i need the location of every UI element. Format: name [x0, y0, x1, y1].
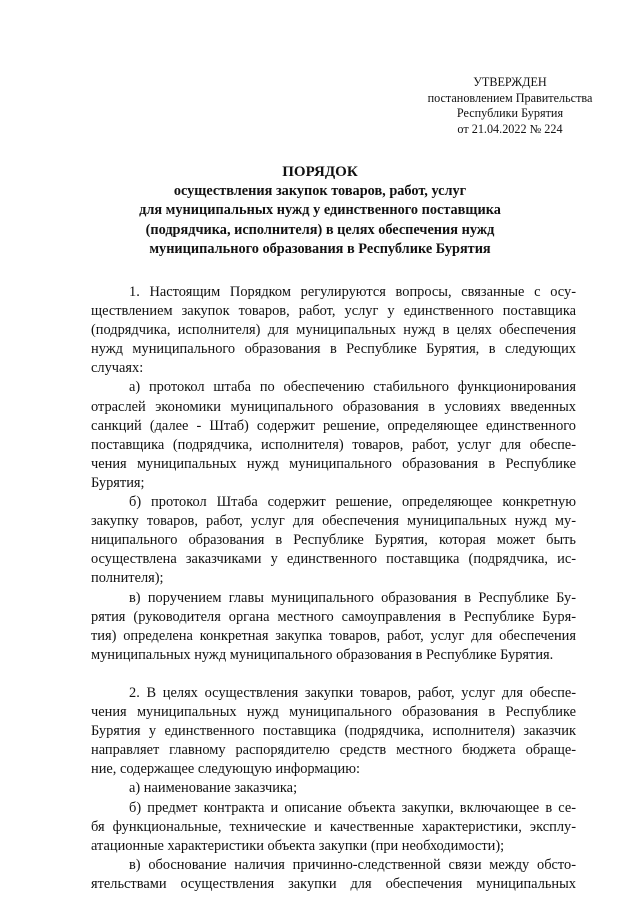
title-line: муниципального образования в Республике Бурятия	[149, 240, 491, 257]
body-line: отраслей экономики муниципального образования в условиях введенных	[91, 398, 576, 415]
title-line: осуществления закупок товаров, работ, услуг	[173, 183, 467, 200]
body-line: ниципального образования в Республике Бурятия, которая может быть	[91, 532, 576, 549]
body-line: муниципальных нужд муниципального образования в Республике Бурятия.	[91, 646, 554, 663]
body-line: направляет главному распорядителю средств местного бюджета обраще-	[91, 742, 576, 759]
body-line: ществлением закупок товаров, работ, услуг у единственного поставщика	[91, 303, 576, 320]
body-line: бя функциональные, технические и качественные характеристики, эксплу-	[91, 818, 576, 835]
body-line: б) протокол Штаба содержит решение, определяющее конкретную	[129, 494, 576, 511]
approval-line: Республики Бурятия	[456, 106, 564, 120]
document-body	[91, 283, 576, 894]
body-line: осуществлена заказчиками у единственного поставщика (подрядчика, ис-	[91, 551, 576, 568]
body-line: Бурятия у единственного поставщика (подрядчика, исполнителя) заказчик	[91, 723, 576, 740]
body-line: нужд муниципального образования в Республике Бурятия, в следующих	[91, 341, 576, 358]
body-line: ние, содержащее следующую информацию:	[91, 761, 360, 778]
body-line: рятия (руководителя органа местного самоуправления в Республике Буря-	[91, 608, 576, 625]
body-line: б) предмет контракта и описание объекта закупки, включающее в се-	[129, 799, 576, 816]
body-line: чения муниципальных нужд муниципального образования в Республике	[91, 455, 576, 472]
body-line: полнителя);	[91, 570, 164, 587]
body-line: 1. Настоящим Порядком регулируются вопросы, связанные с осу-	[129, 284, 576, 300]
body-line: санкций (далее - Штаб) содержит решение, определяющее единственного	[91, 417, 576, 434]
title-line: для муниципальных нужд у единственного поставщика	[139, 202, 501, 219]
title-heading: ПОРЯДОК	[282, 164, 358, 180]
paragraph-gap	[91, 665, 576, 684]
approval-line: УТВЕРЖДЕН	[473, 75, 547, 89]
body-line: закупку товаров, работ, услуг для обеспечения муниципальных нужд му-	[91, 513, 576, 530]
body-line: Бурятия;	[91, 474, 145, 491]
body-line: ятельствами осуществления закупки для обеспечения муниципальных	[91, 875, 576, 892]
body-line: а) наименование заказчика;	[129, 780, 298, 797]
body-line: атационные характеристики объекта закупки (при необходимости);	[91, 837, 505, 854]
approval-line: постановлением Правительства	[427, 90, 593, 105]
title-line: (подрядчика, исполнителя) в целях обеспечения нужд	[145, 221, 495, 238]
body-line: чения муниципальных нужд муниципального образования в Республике	[91, 704, 576, 721]
body-line: случаях:	[91, 360, 144, 377]
body-line: в) поручением главы муниципального образования в Республике Бу-	[129, 589, 576, 606]
body-line: а) протокол штаба по обеспечению стабильного функционирования	[129, 379, 576, 396]
approval-date: от 21.04.2022 № 224	[457, 121, 563, 136]
body-line: 2. В целях осуществления закупки товаров, работ, услуг для обеспе-	[129, 684, 576, 701]
document-title	[90, 163, 550, 259]
body-line: тия) определена конкретная закупка товаров, работ, услуг для обеспечения	[91, 627, 576, 644]
body-line: поставщика (подрядчика, исполнителя) товаров, работ, услуг для обеспе-	[91, 436, 576, 453]
approval-stamp	[400, 75, 620, 137]
body-line: (подрядчика, исполнителя) для муниципальных нужд в целях обеспечения	[91, 322, 576, 339]
body-line: в) обоснование наличия причинно-следственной связи между обсто-	[129, 856, 576, 873]
